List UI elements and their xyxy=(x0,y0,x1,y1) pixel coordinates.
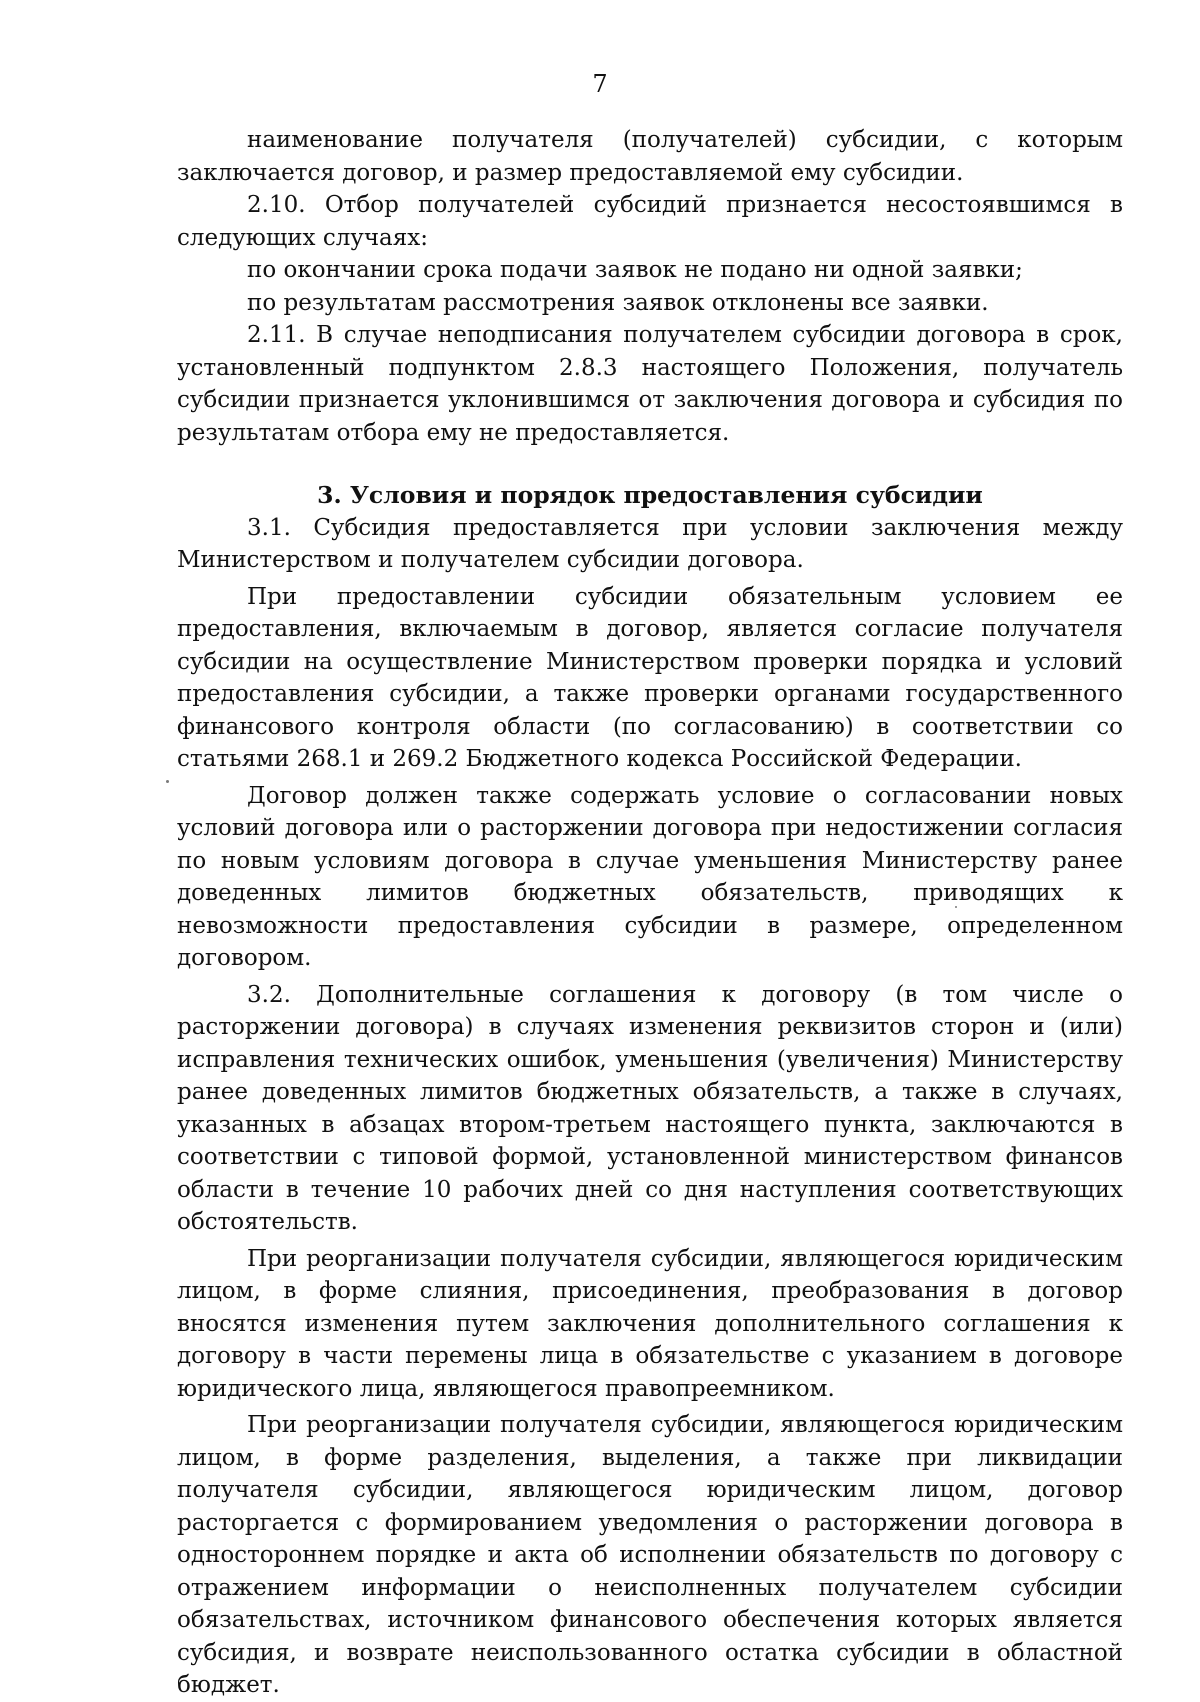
paragraph-3-2-reorganization-merge: При реорганизации получателя субсидии, являющегося юридическим лицом, в форме слияния, присоединения, преобразования в договор вносятся изменения путем заключения дополнительного соглашения к договору в части перемены лица в обязательстве с указанием в договоре юридического лица, являющегося правопреемником. xyxy=(177,1245,1123,1402)
paragraph-2-10-case-2: по результатам рассмотрения заявок отклонены все заявки. xyxy=(247,289,989,316)
scan-speck xyxy=(955,906,957,908)
paragraph-3-1-contract-terms: Договор должен также содержать условие о согласовании новых условий договора или о расторжении договора при недостижении согласия по новым условиям договора в случае уменьшения Министерству ранее доведенных лимитов бюджетных обязательств, приводящих к невозможности предоставления субсидии в размере, определенном договором. xyxy=(177,782,1123,971)
paragraph-3-2-reorganization-split: При реорганизации получателя субсидии, являющегося юридическим лицом, в форме разделения, выделения, а также при ликвидации получателя субсидии, являющегося юридическим лицом, договор расторгается с формированием уведомления о расторжении договора в одностороннем порядке и акта об исполнении обязательств по договору с отражением информации о неисполненных получателем субсидии обязательствах, источником финансового обеспечения которых является субсидия, и возврате неиспользованного остатка субсидии в областной бюджет. xyxy=(177,1412,1123,1698)
paragraph-3-1-condition: При предоставлении субсидии обязательным условием ее предоставления, включаемым в договор, является согласие получателя субсидии на осуществление Министерством проверки порядка и условий предоставления субсидии, а также проверки органами государственного финансового контроля области (по согласованию) в соответствии со статьями 268.1 и 269.2 Бюджетного кодекса Российской Федерации. xyxy=(177,583,1123,772)
paragraph-2-10-case-1: по окончании срока подачи заявок не подано ни одной заявки; xyxy=(247,257,1023,283)
page-number: 7 xyxy=(592,70,608,98)
paragraph-2-10: 2.10. Отбор получателей субсидий признается несостоявшимся в следующих случаях: xyxy=(177,192,1123,251)
section-3-heading: 3. Условия и порядок предоставления субсидии xyxy=(317,481,983,509)
document-body xyxy=(177,124,1123,1702)
paragraph-2-11: 2.11. В случае неподписания получателем субсидии договора в срок, установленный подпунктом 2.8.3 настоящего Положения, получатель субсидии признается уклонившимся от заключения договора и субсидия по результатам отбора ему не предоставляется. xyxy=(177,322,1123,446)
paragraph-continuation: наименование получателя (получателей) субсидии, с которым заключается договор, и размер предоставляемой ему субсидии. xyxy=(177,127,1123,186)
paragraph-3-2: 3.2. Дополнительные соглашения к договору (в том числе о расторжении договора) в случаях изменения реквизитов сторон и (или) исправления технических ошибок, уменьшения (увеличения) Министерству ранее доведенных лимитов бюджетных обязательств, а также в случаях, указанных в абзацах втором-третьем настоящего пункта, заключаются в соответствии с типовой формой, установленной министерством финансов области в течение 10 рабочих дней со дня наступления соответствующих обстоятельств. xyxy=(177,981,1123,1235)
paragraph-3-1: 3.1. Субсидия предоставляется при условии заключения между Министерством и получателем субсидии договора. xyxy=(177,514,1123,573)
scan-speck xyxy=(166,780,169,783)
